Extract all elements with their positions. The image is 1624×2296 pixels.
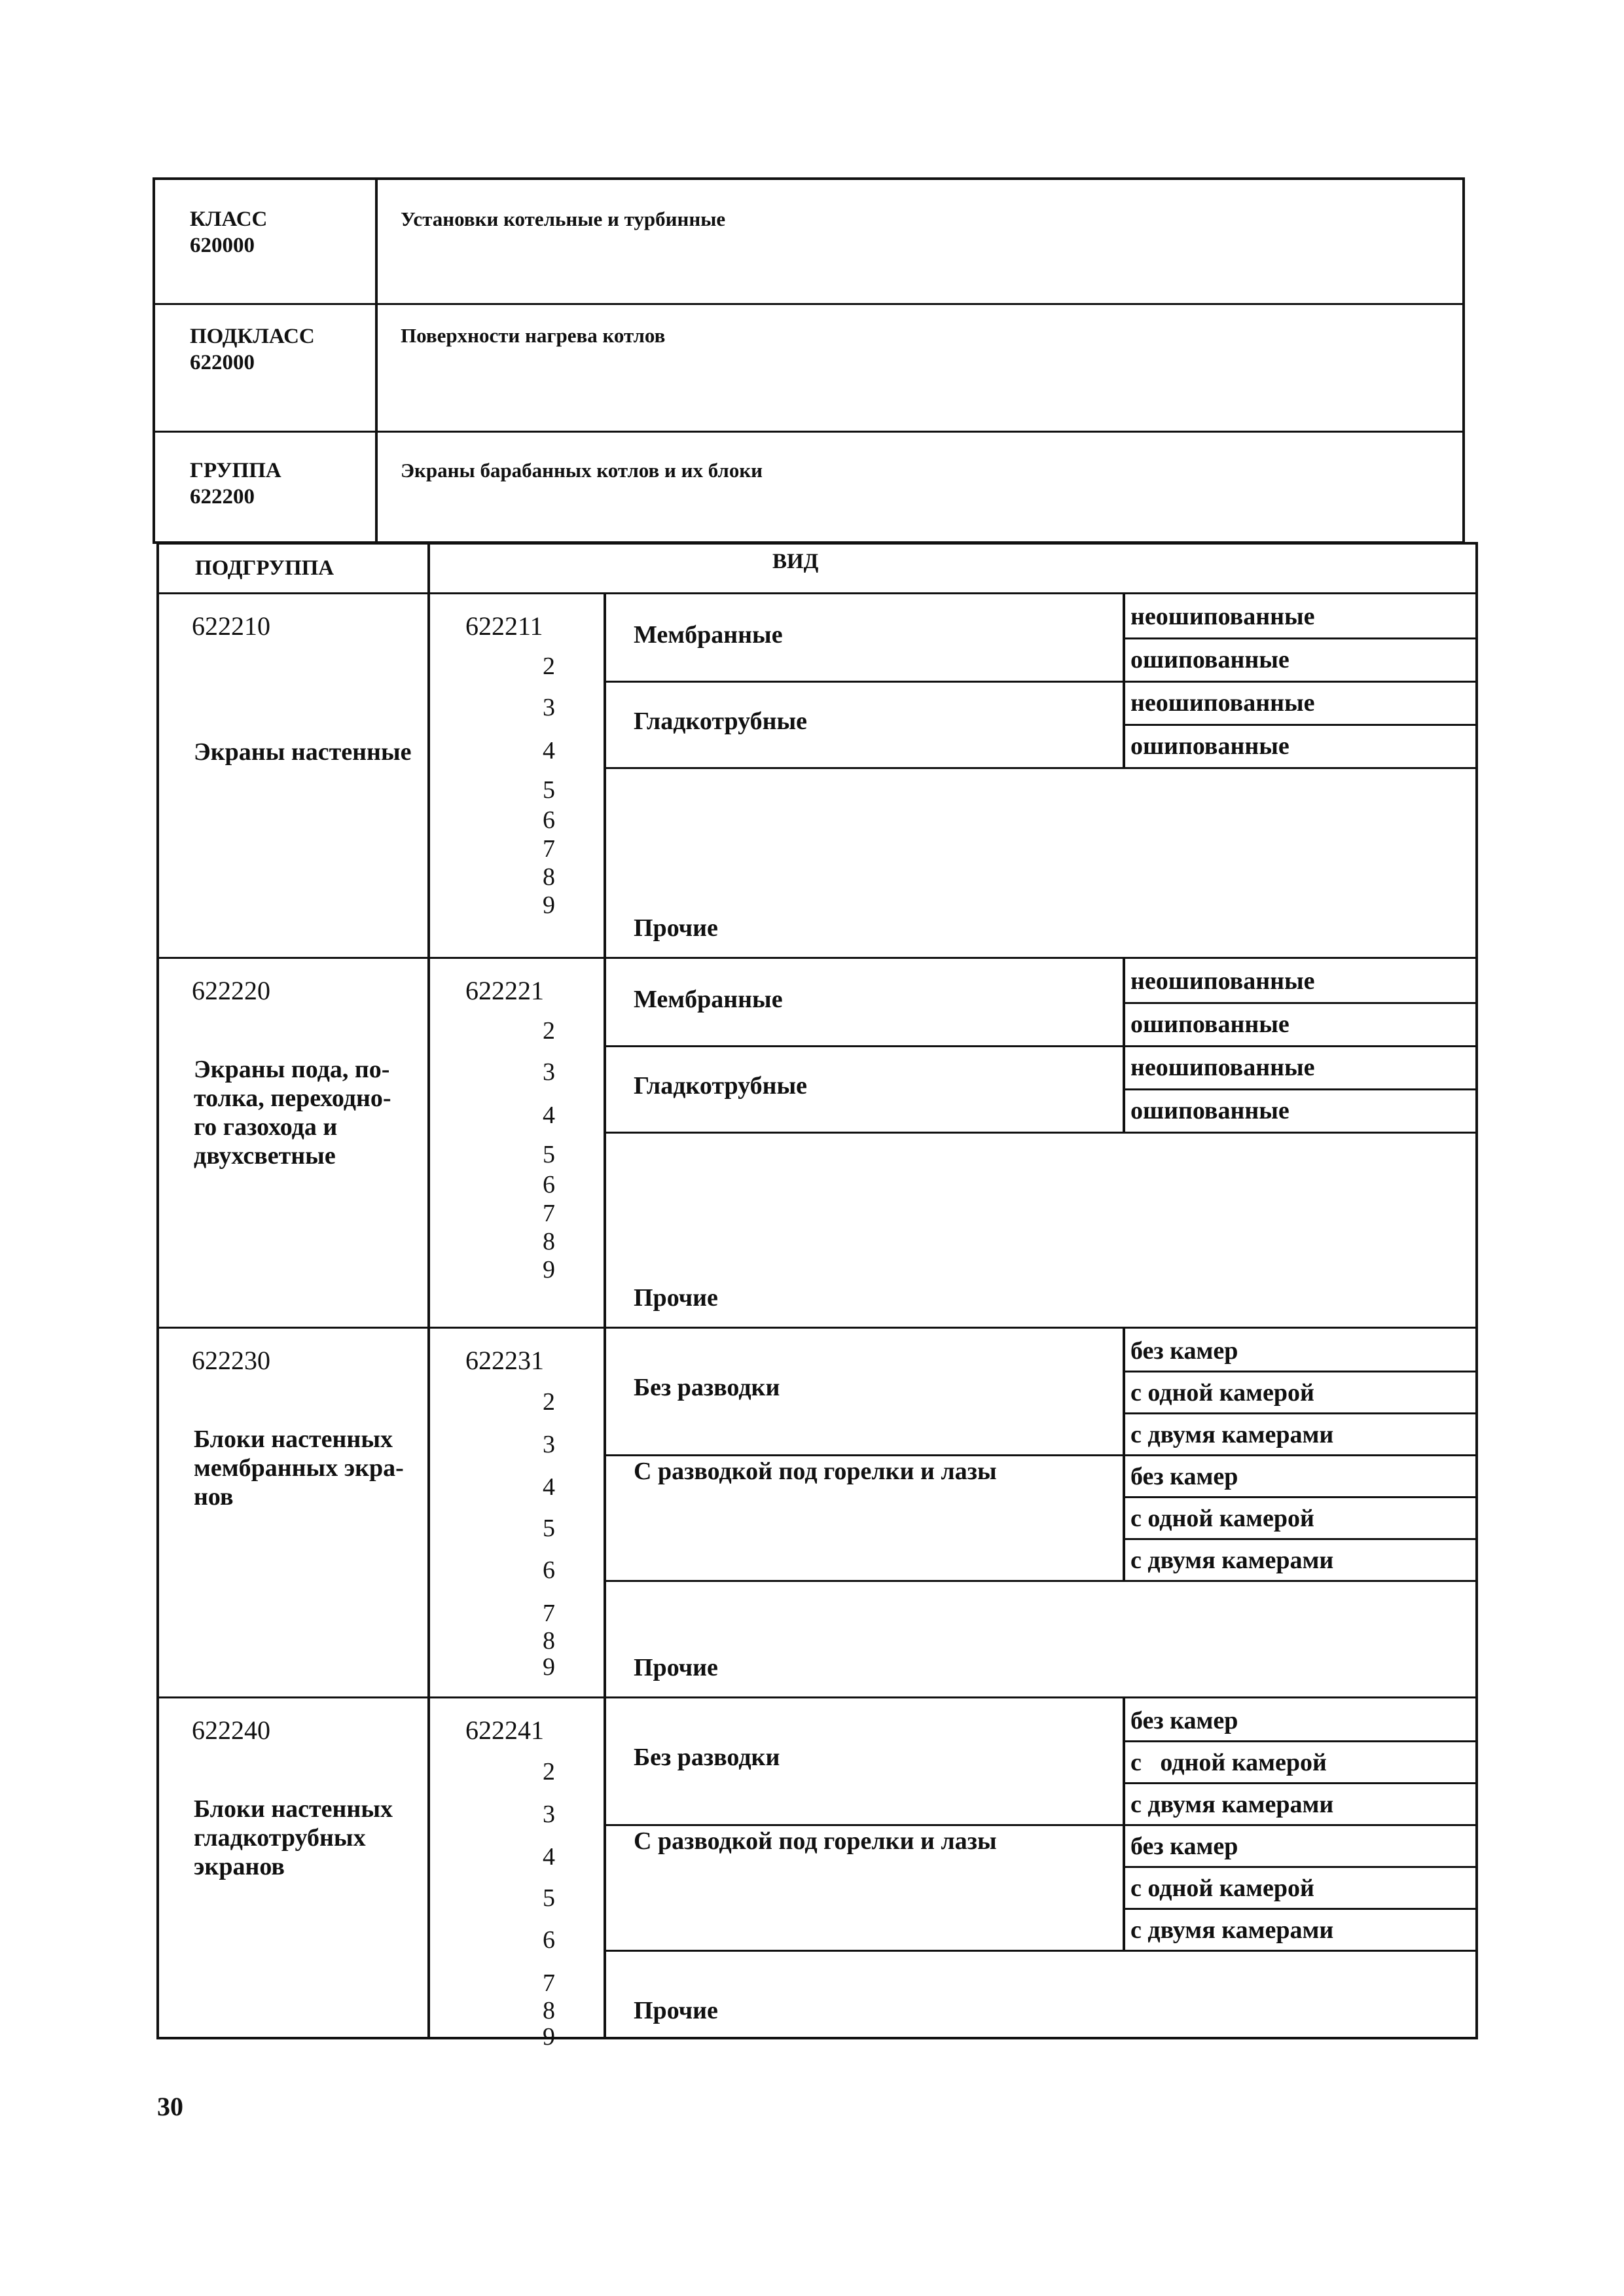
variant-row-rule — [1123, 1496, 1478, 1498]
kind-row-rule — [604, 1454, 1123, 1456]
variant-label: с двумя камерами — [1130, 1916, 1334, 1944]
podklass-text: Поверхности нагрева котлов — [401, 324, 666, 347]
kind-label: С разводкой под горелки и лазы — [634, 1458, 997, 1485]
codes-column-divider — [604, 957, 606, 1327]
item-code: 9 — [543, 891, 555, 919]
subgroup-name: Экраны настенные — [194, 738, 412, 766]
variant-row-rule — [1123, 1132, 1478, 1134]
variant-row-rule — [1123, 1002, 1478, 1004]
kind-label: Гладкотрубные — [634, 708, 808, 735]
item-code: 5 — [543, 1515, 555, 1542]
kind-row-rule — [604, 1045, 1123, 1047]
item-code: 6 — [543, 1171, 555, 1198]
variant-label: с одной камерой — [1130, 1379, 1314, 1407]
header-row-rule — [153, 431, 1465, 433]
kind-row-rule — [604, 1580, 1123, 1582]
variant-row-rule — [1123, 1782, 1478, 1784]
variant-label: неошипованные — [1130, 967, 1315, 995]
variant-label: ошипованные — [1130, 732, 1290, 760]
item-code: 8 — [543, 1627, 555, 1655]
section-divider — [156, 957, 1478, 959]
variant-row-rule — [1123, 681, 1478, 683]
kind-label: Без разводки — [634, 1374, 780, 1401]
subgroup-code: 622220 — [192, 976, 270, 1005]
variant-label: с двумя камерами — [1130, 1791, 1334, 1818]
variant-row-rule — [1123, 637, 1478, 639]
subgroup-name: Блоки настенных гладкотрубных экранов — [194, 1795, 393, 1880]
item-code: 8 — [543, 1228, 555, 1255]
other-label: Прочие — [634, 914, 718, 942]
klass-text: Установки котельные и турбинные — [401, 207, 726, 230]
other-label: Прочие — [634, 1997, 718, 2024]
kind-row-rule — [604, 1132, 1123, 1134]
item-code: 7 — [543, 835, 555, 863]
page-number: 30 — [157, 2092, 183, 2121]
variant-label: без камер — [1130, 1707, 1238, 1734]
podklass-label: ПОДКЛАСС — [190, 325, 315, 348]
item-code: 7 — [543, 1200, 555, 1227]
variant-row-rule — [1123, 1088, 1478, 1090]
kind-label: С разводкой под горелки и лазы — [634, 1827, 997, 1855]
header-row-rule — [153, 303, 1465, 305]
variant-row-rule — [1123, 1866, 1478, 1868]
item-code: 5 — [543, 1141, 555, 1168]
variant-row-rule — [1123, 767, 1478, 769]
gruppa-code: 622200 — [190, 485, 255, 509]
item-code: 4 — [543, 1102, 555, 1129]
item-code: 2 — [543, 1017, 555, 1045]
kind-row-rule — [604, 1950, 1123, 1952]
item-code: 5 — [543, 1884, 555, 1912]
item-code: 622241 — [465, 1715, 544, 1745]
variant-label: с одной камерой — [1130, 1874, 1314, 1902]
item-code: 4 — [543, 1843, 555, 1871]
item-code: 9 — [543, 1653, 555, 1681]
kind-row-rule — [604, 681, 1123, 683]
section-divider — [156, 1696, 1478, 1698]
podklass-label-block — [190, 323, 315, 376]
gruppa-label-block — [190, 457, 281, 510]
klass-code: 620000 — [190, 234, 255, 257]
item-code: 8 — [543, 863, 555, 891]
variant-label: без камер — [1130, 1463, 1238, 1490]
item-code: 9 — [543, 1256, 555, 1283]
variant-row-rule — [1123, 1950, 1478, 1952]
variant-column-divider — [1123, 1698, 1125, 1824]
variant-label: без камер — [1130, 1833, 1238, 1860]
item-code: 6 — [543, 806, 555, 834]
variant-label: неошипованные — [1130, 1054, 1315, 1081]
item-code: 5 — [543, 776, 555, 804]
variant-column-divider — [1123, 1329, 1125, 1454]
podklass-code: 622000 — [190, 351, 255, 374]
variant-label: ошипованные — [1130, 1011, 1290, 1038]
subgroup-name: Блоки настенных мембранных экра- нов — [194, 1426, 404, 1511]
variant-label: ошипованные — [1130, 646, 1290, 673]
kind-row-rule — [604, 1824, 1123, 1826]
item-code: 2 — [543, 1758, 555, 1785]
other-label: Прочие — [634, 1654, 718, 1681]
header-divider — [375, 177, 378, 544]
variant-label: с двумя камерами — [1130, 1421, 1334, 1448]
item-code: 4 — [543, 1473, 555, 1501]
codes-column-divider — [604, 592, 606, 957]
item-code: 3 — [543, 694, 555, 721]
variant-row-rule — [1123, 1412, 1478, 1414]
variant-row-rule — [1123, 1908, 1478, 1910]
variant-row-rule — [1123, 1045, 1478, 1047]
item-code: 9 — [543, 2023, 555, 2051]
kind-label: Гладкотрубные — [634, 1072, 808, 1100]
variant-column-divider — [1123, 1454, 1125, 1580]
variant-label: без камер — [1130, 1337, 1238, 1365]
variant-row-rule — [1123, 1824, 1478, 1826]
item-code: 6 — [543, 1926, 555, 1954]
variant-label: с двумя камерами — [1130, 1547, 1334, 1574]
item-code: 3 — [543, 1801, 555, 1828]
vid-header: ВИД — [772, 550, 819, 573]
item-code: 8 — [543, 1997, 555, 2024]
column-divider-podgruppa — [427, 542, 430, 2039]
subgroup-name: Экраны пода, по- толка, переходно- го газохода и двухсветные — [194, 1056, 391, 1170]
item-code: 3 — [543, 1431, 555, 1458]
variant-row-rule — [1123, 1580, 1478, 1582]
header-block — [153, 177, 1465, 544]
item-code: 622231 — [465, 1346, 544, 1375]
variant-row-rule — [1123, 1454, 1478, 1456]
klass-label-block — [190, 206, 267, 259]
item-code: 7 — [543, 1600, 555, 1627]
section-divider — [156, 1327, 1478, 1329]
variant-row-rule — [1123, 1371, 1478, 1372]
item-code: 2 — [543, 653, 555, 680]
klass-label: КЛАСС — [190, 207, 268, 231]
item-code: 4 — [543, 737, 555, 764]
subgroup-code: 622230 — [192, 1346, 270, 1375]
item-code: 7 — [543, 1969, 555, 1997]
variant-row-rule — [1123, 1740, 1478, 1742]
codes-column-divider — [604, 1696, 606, 2039]
variant-label: ошипованные — [1130, 1097, 1290, 1124]
variant-label: с одной камерой — [1130, 1505, 1314, 1532]
podgruppa-header: ПОДГРУППА — [195, 556, 334, 580]
item-code: 2 — [543, 1388, 555, 1416]
variant-row-rule — [1123, 1538, 1478, 1540]
subgroup-code: 622210 — [192, 611, 270, 641]
subgroup-code: 622240 — [192, 1715, 270, 1745]
variant-row-rule — [1123, 724, 1478, 726]
gruppa-text: Экраны барабанных котлов и их блоки — [401, 459, 763, 482]
variant-column-divider — [1123, 1824, 1125, 1950]
variant-label: неошипованные — [1130, 689, 1315, 717]
gruppa-label: ГРУППА — [190, 459, 281, 482]
codes-column-divider — [604, 1327, 606, 1696]
item-code: 622221 — [465, 976, 544, 1005]
variant-label: с одной камерой — [1130, 1749, 1327, 1776]
column-header-rule — [156, 592, 1478, 594]
kind-label: Мембранные — [634, 621, 783, 649]
kind-label: Мембранные — [634, 986, 783, 1013]
item-code: 6 — [543, 1556, 555, 1584]
kind-label: Без разводки — [634, 1744, 780, 1771]
item-code: 622211 — [465, 611, 543, 641]
item-code: 3 — [543, 1058, 555, 1086]
kind-row-rule — [604, 767, 1123, 769]
other-label: Прочие — [634, 1284, 718, 1312]
variant-label: неошипованные — [1130, 603, 1315, 630]
